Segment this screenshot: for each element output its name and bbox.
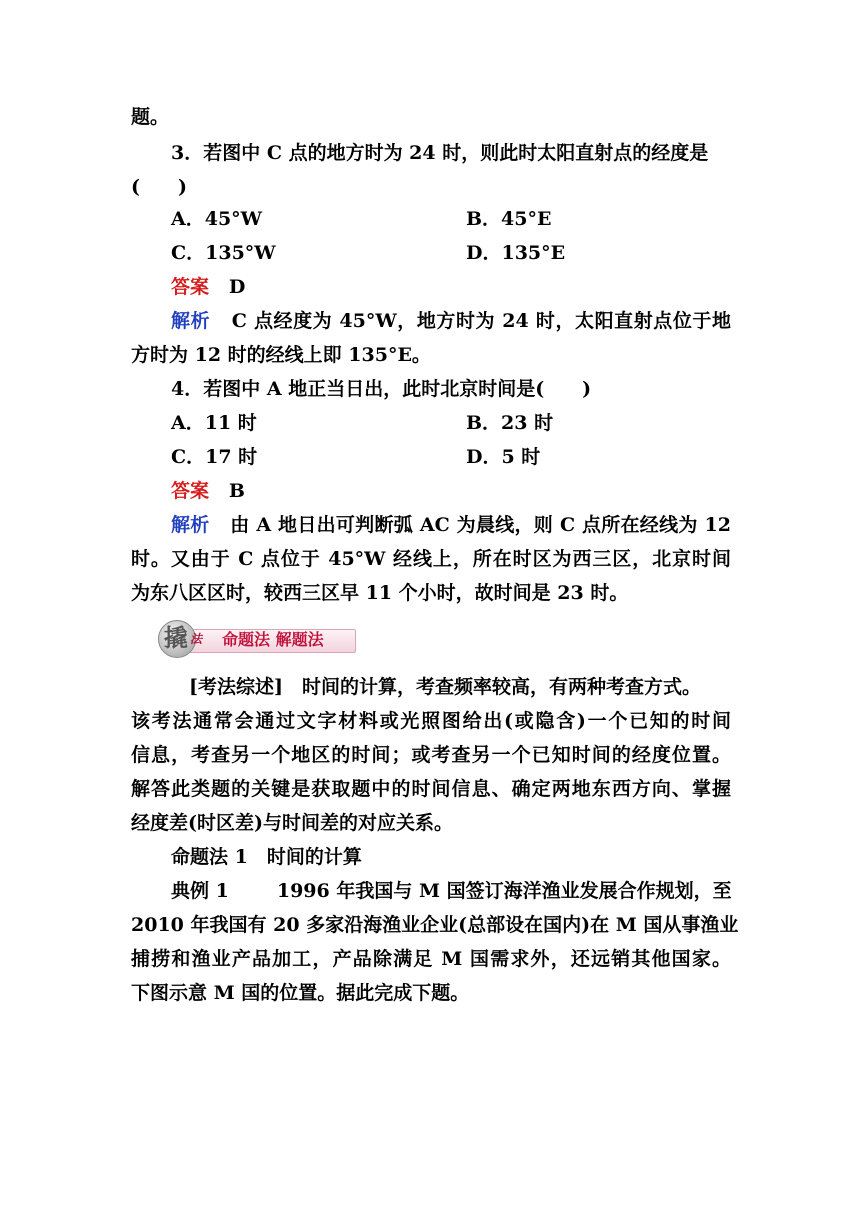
explanation-2-line-2: 时。又由于 C 点位于 45°W 经线上，所在时区为西三区，北京时间: [131, 548, 731, 570]
q4-option-b: B．23 时: [466, 412, 554, 434]
explanation-1-line-2: 方时为 12 时的经线上即 135°E。: [131, 344, 431, 366]
explanation-label: 解析: [171, 310, 211, 332]
answer-value: B: [228, 480, 245, 502]
q4-option-d: D．5 时: [466, 446, 541, 468]
explanation-label: 解析: [171, 514, 210, 536]
q3-option-a: A．45°W: [171, 208, 263, 230]
summary-line-4: 解答此类题的关键是获取题中的时间信息、确定两地东西方向、掌握: [131, 778, 731, 800]
banner-title: 命题法 解题法: [222, 630, 324, 649]
q4-option-a: A．11 时: [171, 412, 257, 434]
answer-1: [171, 274, 771, 300]
answer-2: [171, 478, 771, 504]
summary-line-3: 信息，考查另一个地区的时间；或考查另一个已知时间的经度位置。: [131, 744, 731, 766]
question-3-bracket: ( ): [131, 176, 187, 198]
banner-sub: 法: [190, 632, 203, 646]
example-label: 典例 1: [171, 880, 229, 902]
example-line-1: [171, 878, 731, 904]
explanation-2-line-1: [171, 512, 731, 538]
q3-option-b: B．45°E: [466, 208, 552, 230]
summary-line-2: 该考法通常会通过文字材料或光照图给出(或隐含)一个已知的时间: [131, 710, 731, 732]
question-3: 3．若图中 C 点的地方时为 24 时，则此时太阳直射点的经度是: [171, 142, 709, 164]
summary-line-5: 经度差(时区差)与时间差的对应关系。: [131, 812, 453, 834]
answer-label: 答案: [171, 480, 210, 502]
example-line-2: 2010 年我国有 20 多家沿海渔业企业(总部设在国内)在 M 国从事渔业: [131, 914, 739, 936]
example-text: 1996 年我国与 M 国签订海洋渔业发展合作规划，至: [276, 880, 732, 902]
summary-line-1: [考法综述] 时间的计算，考查频率较高，有两种考查方式。: [189, 676, 701, 698]
section-banner: [158, 620, 358, 660]
method-heading: 命题法 1 时间的计算: [171, 846, 362, 868]
q4-option-c: C．17 时: [171, 446, 258, 468]
answer-value: D: [228, 276, 246, 298]
example-line-3: 捕捞和渔业产品加工，产品除满足 M 国需求外，还远销其他国家。: [131, 948, 731, 970]
explanation-2-line-3: 为东八区区时，较西三区早 11 个小时，故时间是 23 时。: [131, 582, 629, 604]
explanation-text: C 点经度为 45°W，地方时为 24 时，太阳直射点位于地: [231, 310, 731, 332]
question-4: 4．若图中 A 地正当日出，此时北京时间是( ): [171, 378, 592, 400]
q3-option-c: C．135°W: [171, 242, 276, 264]
banner-glyph: 撬: [164, 623, 188, 652]
text-line: 题。: [131, 106, 170, 128]
explanation-1-line-1: [171, 308, 731, 334]
explanation-text: 由 A 地日出可判断弧 AC 为晨线，则 C 点所在经线为 12: [230, 514, 731, 536]
example-line-4: 下图示意 M 国的位置。据此完成下题。: [131, 982, 470, 1004]
q3-option-d: D．135°E: [466, 242, 566, 264]
answer-label: 答案: [171, 276, 210, 298]
